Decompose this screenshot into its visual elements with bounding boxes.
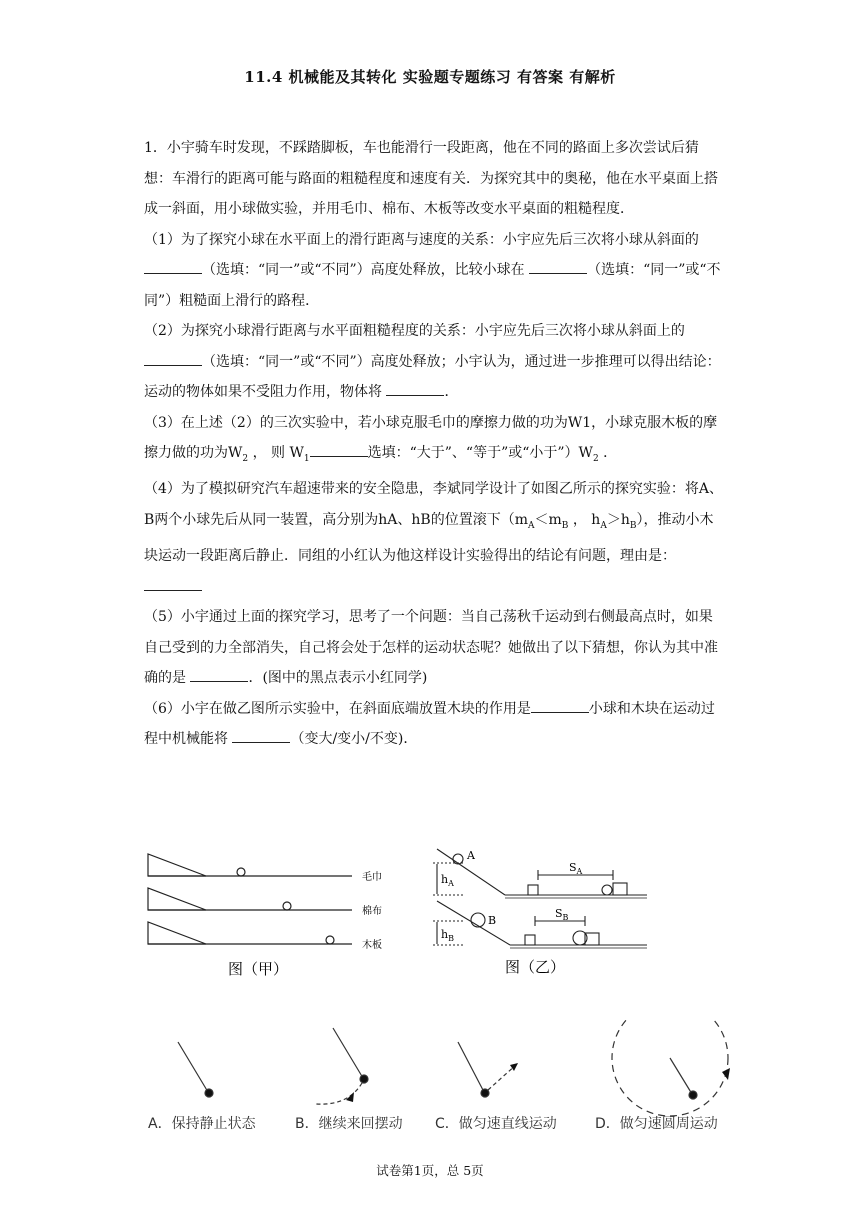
label-maojin: 毛巾 [362,872,382,883]
option-d[interactable]: D．做匀速圆周运动 [595,1116,718,1132]
ball-a-end [602,885,612,895]
option-c[interactable]: C．做匀速直线运动 [435,1116,557,1132]
incline-1 [148,854,206,876]
answer-blank[interactable] [144,351,202,366]
label-mianbu: 棉布 [362,906,382,917]
answer-blank[interactable] [531,698,589,713]
label-sa: $S_A$ [569,861,583,876]
option-a[interactable]: A．保持静止状态 [148,1116,256,1132]
label-hb: $h_B$ [441,928,454,943]
rope-b [333,1028,363,1078]
dot-a [205,1089,213,1097]
block-b-start [525,935,535,945]
rope-a [178,1042,208,1092]
block-a-start [528,885,538,895]
ball-2 [283,902,291,910]
q1-part6: （6）小宇在做乙图所示实验中，在斜面底端放置木块的作用是 小球和木块在运动过程中机械能将 （变大/变小/不变)． [144,694,724,755]
q1-part1: （1）为了探究小球在水平面上的滑行距离与速度的关系：小宇应先后三次将小球从斜面的 （选填：“同一”或“不同”）高度处释放，比较小球在 （选填：“同一”或“不同”）粗糙面上滑行的路程． [144,231,721,309]
label-ha: $h_A$ [441,873,454,888]
ball-1 [237,868,245,876]
q1-intro: 1．小宇骑车时发现，不踩踏脚板，车也能滑行一段距离，他在不同的路面上多次尝试后猜想：车滑行的距离可能与路面的粗糙程度和速度有关．为探究其中的奥秘，他在水平桌面上搭成一斜面，用小球做实验，并用毛巾、棉布、木板等改变水平桌面的粗糙程度． [144,140,718,217]
figure-yi [425,845,655,980]
label-muban: 木板 [362,940,382,951]
swing-path-b [316,1083,362,1104]
answer-blank[interactable] [310,442,368,457]
page-footer: 试卷第1页，总 5页 [376,1163,484,1178]
q1-part2: （2）为探究小球滑行距离与水平面粗糙程度的关系：小宇应先后三次将小球从斜面上的 （选填：“同一”或“不同”）高度处释放；小宇认为，通过进一步推理可以得出结论：运动的物体如果不受阻力作用，物体将 ． [144,323,721,400]
ball-3 [326,936,334,944]
q1-part5: （5）小宇通过上面的探究学习，思考了一个问题：当自己荡秋千运动到右侧最高点时，如果自己受到的力全部消失，自己将会处于怎样的运动状态呢？她做出了以下猜想，你认为其中准确的是 ．(图中的黑点表示小红同学) [144,609,718,687]
figure-jia [140,848,420,983]
answer-blank[interactable] [190,667,248,682]
page-title: 11.4 机械能及其转化 实验题专题练习 有答案 有解析 [244,68,616,86]
answer-blank[interactable] [386,381,444,396]
caption-yi: 图（乙） [505,958,566,976]
caption-jia: 图（甲） [228,960,289,978]
rope-c [458,1042,484,1092]
q1-part3: （3）在上述（2）的三次实验中，若小球克服毛巾的摩擦力做的功为W1，小球克服木板的摩擦力做的功为$W_2$ ， 则 $W_1$ 选填：“大于”、“等于”或“小于$”)W_2$ ． [144,414,718,464]
q1-part4: （4）为了模拟研究汽车超速带来的安全隐患，李斌同学设计了如图乙所示的探究实验：将A、B两个小球先后从同一装置，高分别为hA、hB的位置滚下（$m_A<m_B$ ， $h_A>h_B$），推动小木块运动一段距离后静止．同组的小红认为他这样设计实验得出的结论有问题，理由是： [144,474,724,602]
question-1 [144,133,724,755]
dot-b [360,1075,368,1083]
answer-blank[interactable] [144,259,202,274]
answer-blank[interactable] [529,259,587,274]
label-sb: $S_B$ [555,907,569,922]
options-figure [140,1020,740,1135]
label-a: A [467,849,475,862]
circle-path-d [612,1020,728,1116]
answer-blank[interactable] [144,576,202,591]
rope-d [670,1058,692,1094]
block-a-end [613,883,627,895]
ball-b [471,913,485,927]
incline-3 [148,922,206,944]
answer-blank[interactable] [232,728,290,743]
label-b: B [488,914,497,927]
dot-d [689,1091,697,1099]
option-b[interactable]: B．继续来回摆动 [295,1116,403,1132]
incline-2 [148,888,206,910]
dot-c [481,1089,489,1097]
